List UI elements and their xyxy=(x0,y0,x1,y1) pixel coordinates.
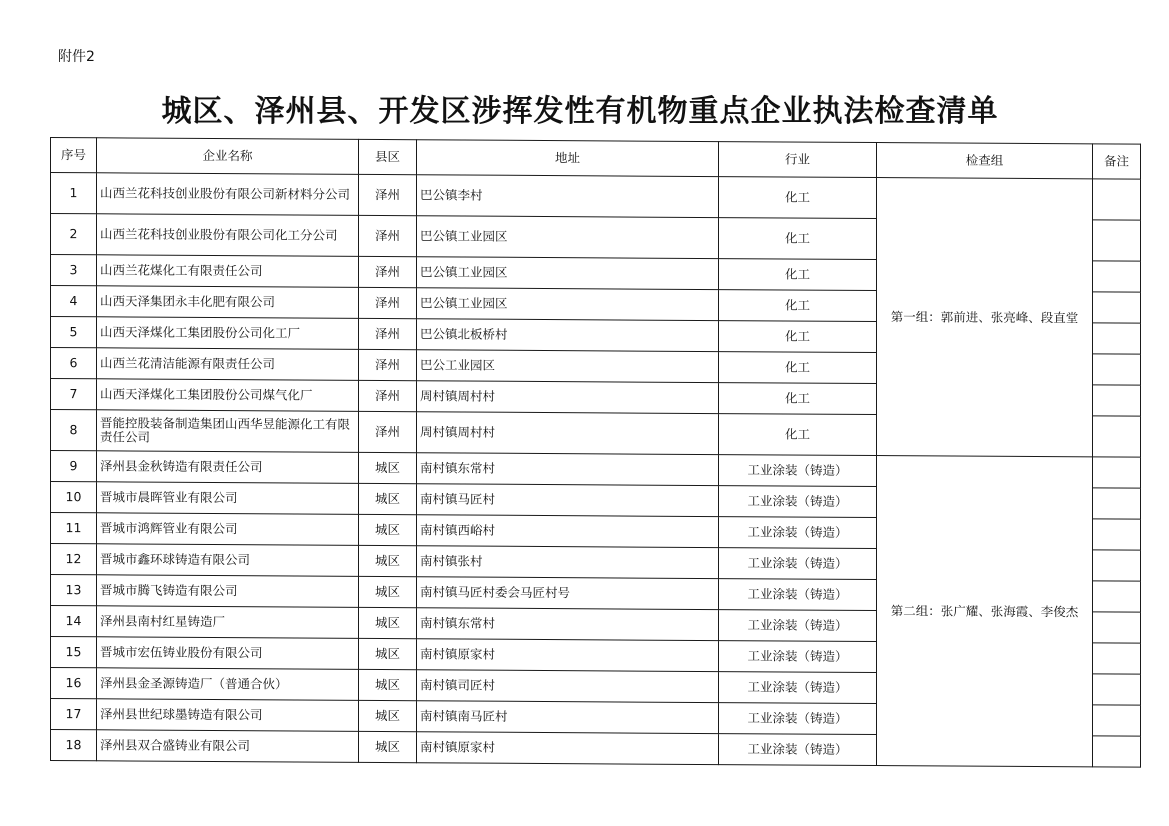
county: 泽州 xyxy=(359,174,417,215)
industry: 工业涂装（铸造） xyxy=(719,734,877,766)
header-note: 备注 xyxy=(1093,144,1141,179)
document-title: 城区、泽州县、开发区涉挥发性有机物重点企业执法检查清单 xyxy=(161,94,999,129)
company-name: 晋城市宏伍铸业股份有限公司 xyxy=(97,637,359,670)
company-name: 泽州县双合盛铸业有限公司 xyxy=(97,730,359,763)
note-cell xyxy=(1093,457,1141,488)
inspection-group: 第二组：张广耀、张海霞、李俊杰 xyxy=(877,456,1093,767)
company-name: 晋城市腾飞铸造有限公司 xyxy=(97,575,359,608)
row-number: 12 xyxy=(51,544,97,575)
address: 南村镇原家村 xyxy=(417,732,719,765)
note-cell xyxy=(1093,292,1141,323)
header-name: 企业名称 xyxy=(97,138,359,175)
note-cell xyxy=(1093,323,1141,354)
county: 城区 xyxy=(359,669,417,700)
industry: 化工 xyxy=(719,218,877,260)
address: 巴公镇工业园区 xyxy=(417,257,719,290)
industry: 化工 xyxy=(719,290,877,322)
county: 泽州 xyxy=(359,215,417,256)
company-name: 泽州县金圣源铸造厂（普通合伙） xyxy=(97,668,359,701)
header-address: 地址 xyxy=(417,140,719,177)
row-number: 4 xyxy=(51,286,97,317)
note-cell xyxy=(1093,612,1141,643)
note-cell xyxy=(1093,179,1141,220)
industry: 工业涂装（铸造） xyxy=(719,641,877,673)
row-number: 18 xyxy=(51,730,97,761)
county: 城区 xyxy=(359,545,417,576)
company-name: 山西兰花清洁能源有限责任公司 xyxy=(97,348,359,381)
note-cell xyxy=(1093,519,1141,550)
note-cell xyxy=(1093,385,1141,416)
row-number: 9 xyxy=(51,451,97,482)
note-cell xyxy=(1093,550,1141,581)
industry: 工业涂装（铸造） xyxy=(719,610,877,642)
row-number: 11 xyxy=(51,513,97,544)
county: 城区 xyxy=(359,452,417,483)
table-body xyxy=(51,173,1141,768)
address: 南村镇东常村 xyxy=(417,453,719,486)
company-name: 山西兰花科技创业股份有限公司新材料分公司 xyxy=(97,173,359,216)
address: 巴公工业园区 xyxy=(417,350,719,383)
note-cell xyxy=(1093,674,1141,705)
address: 巴公镇北板桥村 xyxy=(417,319,719,352)
row-number: 3 xyxy=(51,255,97,286)
company-name: 山西兰花煤化工有限责任公司 xyxy=(97,255,359,288)
header-industry: 行业 xyxy=(719,142,877,178)
row-number: 7 xyxy=(51,379,97,410)
address: 南村镇司匠村 xyxy=(417,670,719,703)
note-cell xyxy=(1093,581,1141,612)
inspection-table xyxy=(50,137,1141,768)
address: 南村镇东常村 xyxy=(417,608,719,641)
company-name: 晋城市鸿辉管业有限公司 xyxy=(97,513,359,546)
company-name: 晋能控股装备制造集团山西华昱能源化工有限责任公司 xyxy=(97,410,359,453)
county: 泽州 xyxy=(359,318,417,349)
header-county: 县区 xyxy=(359,139,417,174)
address: 周村镇周村村 xyxy=(417,381,719,414)
table-row xyxy=(51,173,1141,221)
industry: 工业涂装（铸造） xyxy=(719,486,877,518)
row-number: 15 xyxy=(51,637,97,668)
attachment-label: 附件2 xyxy=(58,49,95,65)
note-cell xyxy=(1093,416,1141,457)
inspection-group: 第一组：郭前进、张亮峰、段直堂 xyxy=(877,178,1093,457)
county: 城区 xyxy=(359,638,417,669)
note-cell xyxy=(1093,736,1141,767)
company-name: 山西天泽煤化工集团股份公司化工厂 xyxy=(97,317,359,350)
address: 南村镇西峪村 xyxy=(417,515,719,548)
note-cell xyxy=(1093,261,1141,292)
address: 巴公镇李村 xyxy=(417,175,719,218)
industry: 化工 xyxy=(719,414,877,456)
industry: 工业涂装（铸造） xyxy=(719,672,877,704)
industry: 化工 xyxy=(719,383,877,415)
county: 城区 xyxy=(359,576,417,607)
address: 南村镇原家村 xyxy=(417,639,719,672)
address: 南村镇南马匠村 xyxy=(417,701,719,734)
row-number: 13 xyxy=(51,575,97,606)
address: 巴公镇工业园区 xyxy=(417,288,719,321)
industry: 化工 xyxy=(719,177,877,219)
industry: 化工 xyxy=(719,321,877,353)
note-cell xyxy=(1093,643,1141,674)
address: 巴公镇工业园区 xyxy=(417,216,719,259)
company-name: 泽州县世纪球墨铸造有限公司 xyxy=(97,699,359,732)
note-cell xyxy=(1093,354,1141,385)
county: 泽州 xyxy=(359,411,417,452)
row-number: 16 xyxy=(51,668,97,699)
industry: 工业涂装（铸造） xyxy=(719,517,877,549)
address: 南村镇马匠村委会马匠村号 xyxy=(417,577,719,610)
county: 城区 xyxy=(359,700,417,731)
county: 城区 xyxy=(359,607,417,638)
row-number: 14 xyxy=(51,606,97,637)
county: 泽州 xyxy=(359,287,417,318)
row-number: 5 xyxy=(51,317,97,348)
company-name: 晋城市鑫环球铸造有限公司 xyxy=(97,544,359,577)
note-cell xyxy=(1093,705,1141,736)
county: 泽州 xyxy=(359,349,417,380)
company-name: 泽州县金秋铸造有限责任公司 xyxy=(97,451,359,484)
county: 城区 xyxy=(359,731,417,762)
county: 泽州 xyxy=(359,256,417,287)
industry: 工业涂装（铸造） xyxy=(719,548,877,580)
note-cell xyxy=(1093,220,1141,261)
row-number: 8 xyxy=(51,410,97,451)
row-number: 6 xyxy=(51,348,97,379)
row-number: 17 xyxy=(51,699,97,730)
county: 城区 xyxy=(359,514,417,545)
row-number: 2 xyxy=(51,214,97,255)
note-cell xyxy=(1093,488,1141,519)
industry: 工业涂装（铸造） xyxy=(719,579,877,611)
header-no: 序号 xyxy=(51,138,97,173)
row-number: 10 xyxy=(51,482,97,513)
row-number: 1 xyxy=(51,173,97,214)
company-name: 山西兰花科技创业股份有限公司化工分公司 xyxy=(97,214,359,257)
company-name: 山西天泽煤化工集团股份公司煤气化厂 xyxy=(97,379,359,412)
header-group: 检查组 xyxy=(877,143,1093,179)
company-name: 山西天泽集团永丰化肥有限公司 xyxy=(97,286,359,319)
industry: 化工 xyxy=(719,352,877,384)
address: 南村镇张村 xyxy=(417,546,719,579)
industry: 化工 xyxy=(719,259,877,291)
county: 城区 xyxy=(359,483,417,514)
county: 泽州 xyxy=(359,380,417,411)
industry: 工业涂装（铸造） xyxy=(719,455,877,487)
address: 南村镇马匠村 xyxy=(417,484,719,517)
industry: 工业涂装（铸造） xyxy=(719,703,877,735)
company-name: 晋城市晨晖管业有限公司 xyxy=(97,482,359,515)
address: 周村镇周村村 xyxy=(417,412,719,455)
company-name: 泽州县南村红星铸造厂 xyxy=(97,606,359,639)
